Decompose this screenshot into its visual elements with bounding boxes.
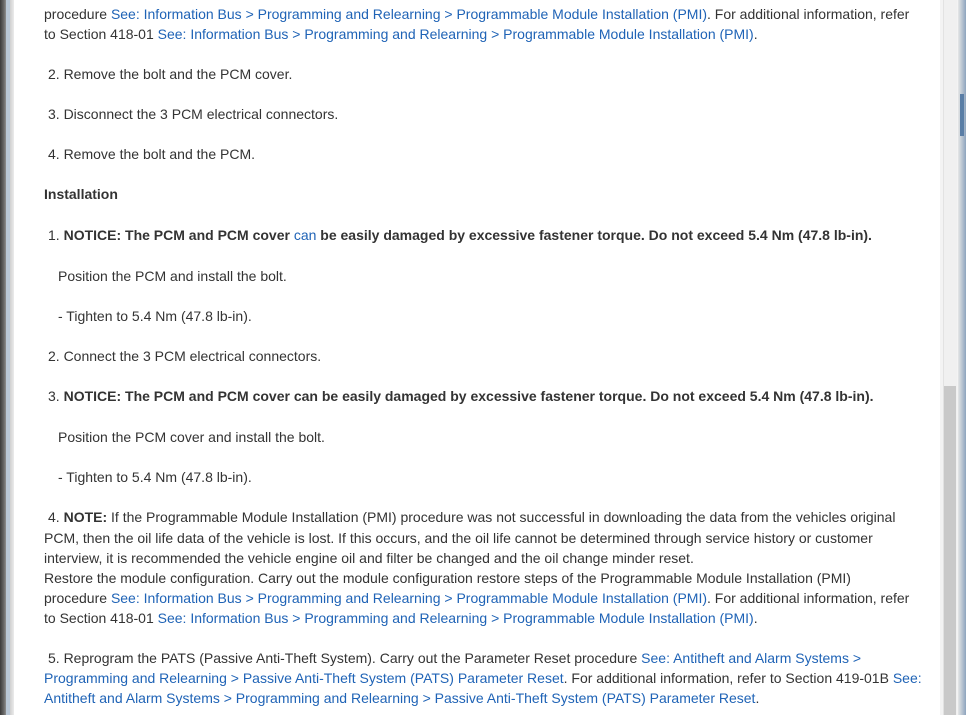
right-edge-accent	[960, 94, 964, 136]
install-step-1-notice	[48, 225, 872, 245]
link-pmi[interactable]: See: Information Bus > Programming and Relearning > Programmable Module Installation (PMI)	[157, 610, 754, 626]
removal-step-3: 3. Disconnect the 3 PCM electrical connectors.	[48, 106, 339, 122]
link-pmi[interactable]: See: Information Bus > Programming and Relearning > Programmable Module Installation (PMI)	[110, 590, 708, 606]
text-fragment: procedure	[44, 6, 111, 22]
pmi-section-line	[44, 24, 758, 44]
document-content	[14, 0, 940, 715]
text-fragment: to Section 418-01	[44, 26, 158, 42]
notice-text: NOTICE: The PCM and PCM cover	[63, 227, 294, 243]
step-number: 1.	[48, 227, 64, 243]
removal-step-4: 4. Remove the bolt and the PCM.	[48, 146, 255, 162]
left-window-edge	[0, 0, 14, 715]
install-step-5-line3	[44, 688, 759, 708]
text-fragment: .	[753, 610, 758, 626]
pmi-procedure-line	[44, 4, 909, 24]
text-fragment: 5. Reprogram the PATS (Passive Anti-Theft System). Carry out the Parameter Reset procedure	[48, 650, 642, 666]
notice-text: be easily damaged by excessive fastener torque. Do not exceed 5.4 Nm (47.8 lb-in).	[316, 227, 872, 243]
link-pats-2[interactable]: See:	[892, 670, 922, 686]
install-step-5	[48, 648, 861, 668]
notice-text: NOTICE: The PCM and PCM cover can be easily damaged by excessive fastener torque. Do not exceed 5.4 Nm (47.8 lb-in).	[63, 388, 874, 404]
install-step-1-torque: - Tighten to 5.4 Nm (47.8 lb-in).	[58, 308, 252, 324]
text-fragment: .	[755, 690, 760, 706]
text-fragment: to Section 418-01	[44, 610, 158, 626]
vertical-scrollbar-thumb[interactable]	[944, 386, 956, 715]
note-label: NOTE:	[63, 509, 108, 525]
install-step-3-text: Position the PCM cover and install the bolt.	[58, 429, 325, 445]
step-number: 3.	[48, 388, 64, 404]
text-fragment: . For additional information, refer to Section 419-01B	[563, 670, 893, 686]
link-pats[interactable]: See: Antitheft and Alarm Systems >	[641, 650, 862, 666]
link-pats-2[interactable]: Antitheft and Alarm Systems > Programming and Relearning > Passive Anti-Theft System (PATS) Parameter Reset	[44, 690, 756, 706]
text-fragment: .	[753, 26, 758, 42]
link-can[interactable]: can	[293, 227, 317, 243]
step-number: 4.	[48, 509, 64, 525]
text-fragment: . For additional information, refer	[707, 6, 910, 22]
right-window-edge	[958, 0, 966, 715]
install-step-4-note	[48, 507, 895, 527]
link-pmi[interactable]: See: Information Bus > Programming and Relearning > Programmable Module Installation (PMI)	[157, 26, 754, 42]
install-step-2: 2. Connect the 3 PCM electrical connectors.	[48, 348, 322, 364]
link-pats[interactable]: Programming and Relearning > Passive Anti-Theft System (PATS) Parameter Reset	[44, 670, 564, 686]
install-step-4-note-line2: PCM, then the oil life data of the vehicle is lost. If this occurs, and the oil life cannot be determined through service history or customer	[44, 530, 873, 546]
note-text: If the Programmable Module Installation (PMI) procedure was not successful in downloading the data from the vehicles original	[107, 509, 896, 525]
removal-step-2: 2. Remove the bolt and the PCM cover.	[48, 66, 293, 82]
install-step-4-restore-line3	[44, 608, 758, 628]
install-step-3-notice	[48, 386, 874, 406]
text-fragment: procedure	[44, 590, 111, 606]
install-step-4-note-line3: interview, it is recommended the vehicle engine oil and filter be changed and the oil change minder reset.	[44, 550, 694, 566]
install-step-4-restore: Restore the module configuration. Carry out the module configuration restore steps of the Programmable Module Installation (PMI)	[44, 570, 851, 586]
install-step-5-line2	[44, 668, 922, 688]
install-step-3-torque: - Tighten to 5.4 Nm (47.8 lb-in).	[58, 469, 252, 485]
text-fragment: . For additional information, refer	[707, 590, 910, 606]
link-pmi[interactable]: See: Information Bus > Programming and Relearning > Programmable Module Installation (PMI)	[110, 6, 708, 22]
left-edge-accent	[6, 0, 10, 715]
install-step-1-text: Position the PCM and install the bolt.	[58, 268, 287, 284]
install-step-4-restore-line2	[44, 588, 909, 608]
installation-heading: Installation	[44, 186, 118, 202]
